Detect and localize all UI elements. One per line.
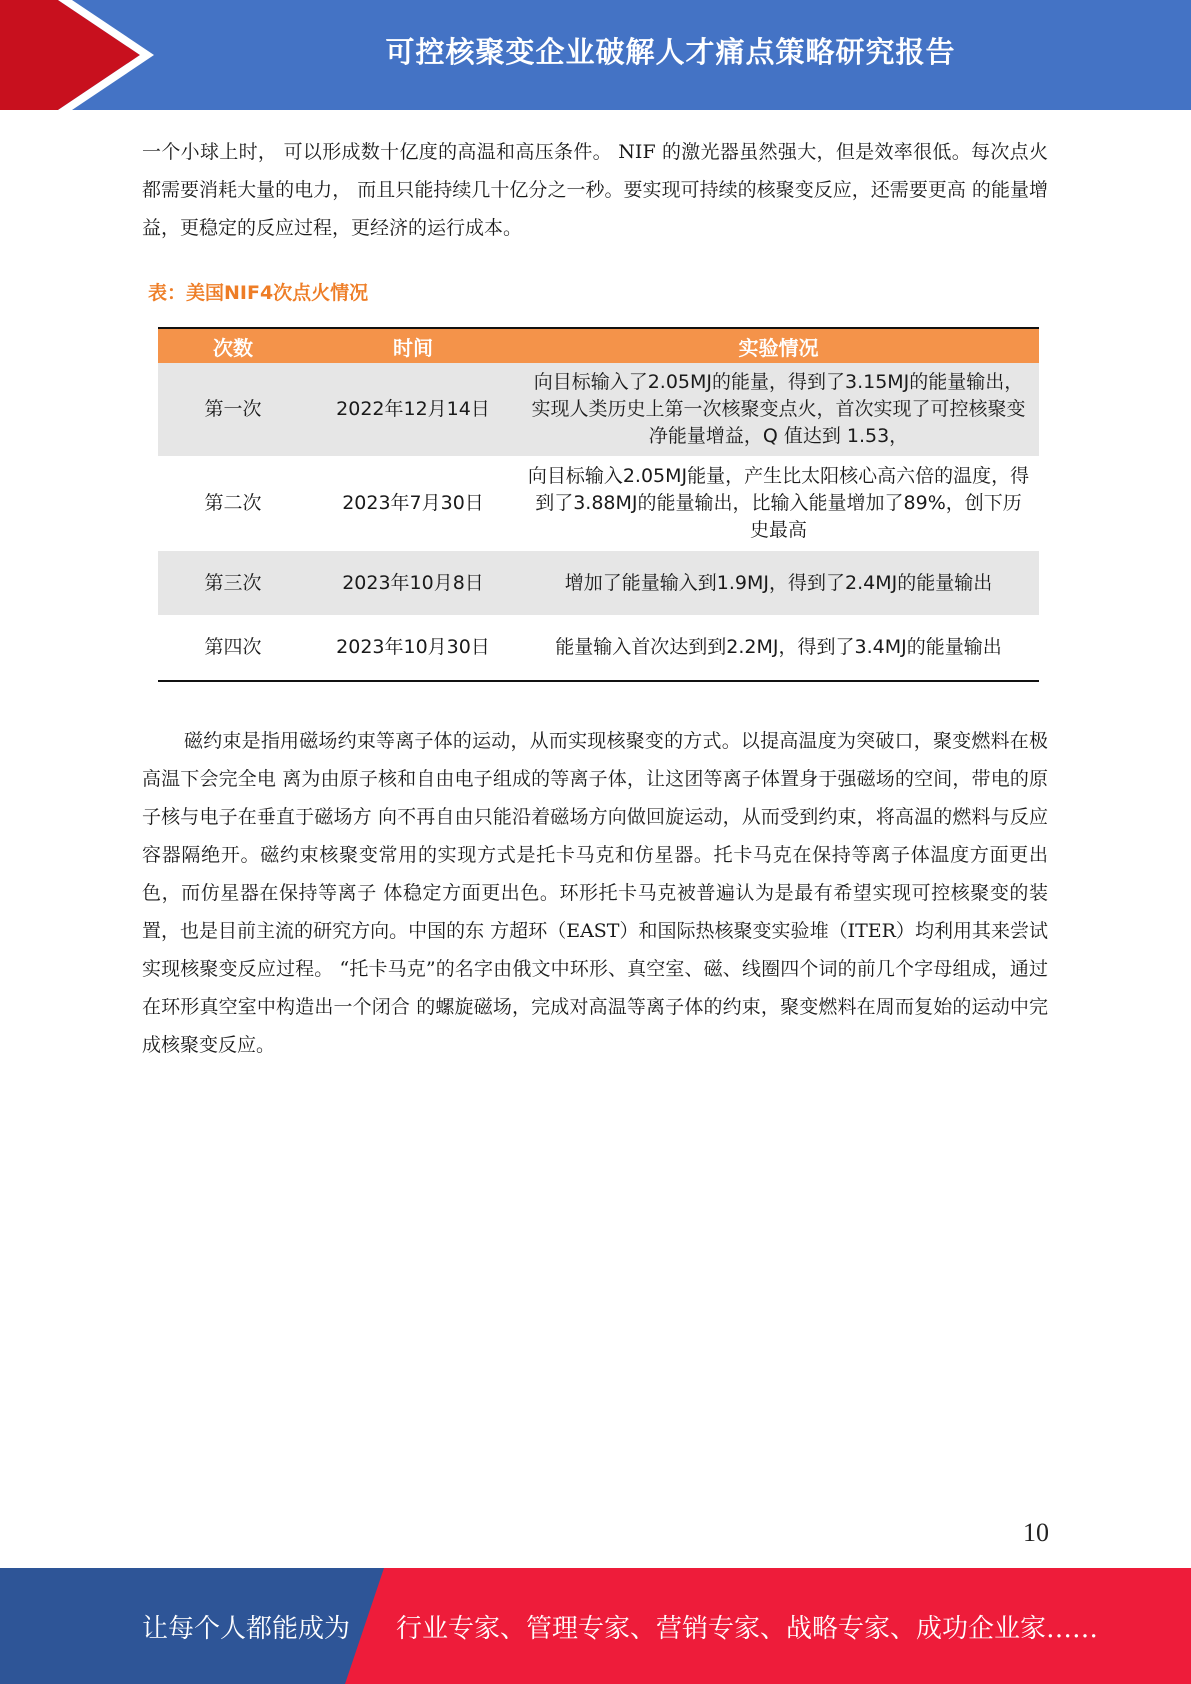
- body-paragraph-1: 一个小球上时， 可以形成数十亿度的高温和高压条件。 NIF 的激光器虽然强大，但是效率很低。每次点火都需要消耗大量的电力， 而且只能持续几十亿分之一秒。要实现可持续的核聚变反应，还需要更高 的能量增益，更稳定的反应过程，更经济的运行成本。: [142, 141, 1048, 239]
- table-header-row: [158, 328, 1039, 363]
- table-cell: 2023年7月30日: [342, 492, 484, 514]
- footer-banner: [0, 1568, 1191, 1684]
- table-cell: 第四次: [204, 636, 262, 658]
- table-caption: 表：美国NIF4次点火情况: [148, 282, 369, 304]
- table-row: [158, 551, 1039, 615]
- table-cell: 2023年10月8日: [308, 551, 518, 615]
- table-cell: 第三次: [158, 551, 308, 615]
- table-row: [158, 456, 1039, 551]
- footer-slogan-left: 让每个人都能成为: [142, 1613, 351, 1644]
- table-row: [158, 363, 1039, 456]
- header-cell-count: 次数: [158, 328, 308, 363]
- table-cell: 第一次: [158, 363, 308, 456]
- header-cell-result: 实验情况: [518, 328, 1039, 363]
- header-banner: [0, 0, 1191, 110]
- table-cell: 2022年12月14日: [308, 363, 518, 456]
- nif-ignition-table: [158, 327, 1039, 682]
- body-paragraph-2: 磁约束是指用磁场约束等离子体的运动，从而实现核聚变的方式。以提高温度为突破口，聚变燃料在极高温下会完全电 离为由原子核和自由电子组成的等离子体，让这团等离子体置身于强磁场的空间，带电的原子核与电子在垂直于磁场方 向不再自由只能沿着磁场方向做回旋运动，从而受到约束，将高温的燃料与反应容器隔绝开。磁约束核聚变常用的实现方式是托卡马克和仿星器。托卡马克在保持等离子体温度方面更出色，而仿星器在保持等离子 体稳定方面更出色。环形托卡马克被普遍认为是最有希望实现可控核聚变的装置，也是目前主流的研究方向。中国的东 方超环（EAST）和国际热核聚变实验堆（ITER）均利用其来尝试实现核聚变反应过程。 “托卡马克”的名字由俄文中环形、真空室、磁、线圈四个词的前几个字母组成，通过在环形真空室中构造出一个闭合 的螺旋磁场，完成对高温等离子体的约束，聚变燃料在周而复始的运动中完成核聚变反应。: [142, 730, 1048, 1056]
- header-ribbon-arrow: [0, 0, 160, 110]
- page-number: 10: [1023, 1518, 1049, 1547]
- table-cell: 增加了能量输入到1.9MJ，得到了2.4MJ的能量输出: [518, 551, 1039, 615]
- header-cell-time: 时间: [308, 328, 518, 363]
- table-cell: 向目标输入2.05MJ能量，产生比太阳核心高六倍的温度，得到了3.88MJ的能量输出，比输入能量增加了89%，创下历史最高: [527, 465, 1030, 541]
- table-cell: 第二次: [204, 492, 262, 514]
- footer-slogan-right: 行业专家、管理专家、营销专家、战略专家、成功企业家……: [396, 1613, 1099, 1644]
- table-row: [158, 615, 1039, 681]
- report-title: 可控核聚变企业破解人才痛点策略研究报告: [385, 34, 956, 69]
- table-cell: 向目标输入了2.05MJ的能量，得到了3.15MJ的能量输出，实现人类历史上第一次核聚变点火，首次实现了可控核聚变净能量增益，Q 值达到 1.53，: [518, 363, 1039, 456]
- table-cell: 能量输入首次达到到2.2MJ，得到了3.4MJ的能量输出: [555, 636, 1002, 658]
- table-cell: 2023年10月30日: [336, 636, 490, 658]
